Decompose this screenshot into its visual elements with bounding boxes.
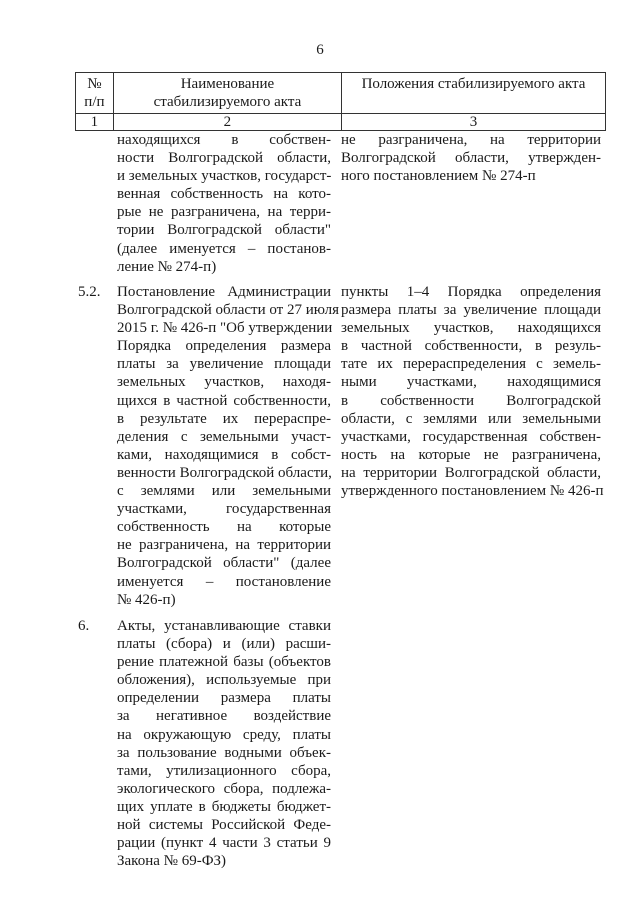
header-col-act-name-line: Наименование	[180, 76, 275, 92]
text-line: № 426-п)	[117, 591, 176, 608]
text-line: на территории Волгоградской области,	[341, 464, 601, 481]
text-line: в собственности Волгоградской	[341, 392, 601, 409]
text-line: щихся в частной собственности,	[117, 392, 331, 409]
text-line: Волгоградской области, утвержден-	[341, 150, 601, 167]
text-line: Порядка определения размера	[117, 338, 331, 355]
text-line: утвержденного постановлением № 426-п	[341, 483, 604, 500]
text-line: ность на которые не разграничена,	[341, 446, 601, 463]
row-number: 6.	[78, 618, 90, 634]
text-line: не разграничена, на территории	[117, 537, 331, 554]
text-line: Закона № 69-ФЗ)	[117, 853, 227, 870]
text-line: в частной собственности, в резуль-	[341, 338, 601, 355]
header-number-3: 3	[342, 114, 606, 131]
text-line: тами, утилизационного сбора,	[117, 762, 331, 779]
page-number: 6	[316, 42, 324, 58]
header-col-number-line: п/п	[84, 94, 105, 110]
text-line: венности Волгоградской области,	[117, 464, 332, 481]
text-line: рение платежной базы (объектов	[117, 654, 331, 671]
header-col-provisions	[342, 73, 606, 114]
row-act-name	[117, 283, 339, 609]
text-line: с землями или земельными	[117, 483, 331, 500]
text-line: в результате их перераспре-	[117, 410, 331, 427]
text-line: находящихся в собствен-	[117, 132, 331, 148]
text-line: ной системы Российской Феде-	[117, 817, 331, 834]
text-line: определении размера платы	[117, 690, 331, 707]
text-line: тории Волгоградской области"	[117, 222, 331, 239]
text-line: платы (сбора) и (или) расши-	[117, 636, 331, 653]
text-line: ление № 274-п)	[117, 258, 217, 275]
text-line: земельных участков, находящихся	[341, 320, 601, 337]
text-line: за негативное воздействие	[117, 708, 331, 725]
header-number-1: 1	[76, 114, 114, 131]
table-header	[75, 72, 606, 131]
text-line: размера платы за увеличение площади	[341, 302, 601, 319]
header-col-number-line: №	[87, 76, 102, 92]
row-provisions	[341, 131, 601, 185]
text-line: рые не разграничена, на терри-	[117, 204, 331, 221]
text-line: рации (пункт 4 части 3 статьи 9	[117, 835, 331, 852]
text-line: венная собственность на кото-	[117, 186, 331, 203]
text-line: и земельных участков, государст-	[117, 168, 332, 185]
text-line: ности Волгоградской области,	[117, 150, 331, 167]
text-line: ными участками, находящимися	[341, 374, 601, 391]
text-line: именуется – постановление	[117, 573, 331, 590]
text-line: области, с землями или земельными	[341, 410, 601, 427]
text-line: экологического сбора, подлежа-	[117, 780, 331, 797]
text-line: Волгоградской области" (далее	[117, 555, 331, 572]
header-col-act-name-line: стабилизируемого акта	[153, 94, 302, 110]
text-line: обложения), используемые при	[117, 672, 331, 689]
header-number-2: 2	[113, 114, 341, 131]
text-line: (далее именуется – постанов-	[117, 240, 331, 257]
text-line: платы за увеличение площади	[117, 356, 331, 373]
text-line: ного постановлением № 274-п	[341, 168, 536, 185]
row-act-name	[117, 131, 331, 276]
text-line: участками, государственная	[117, 501, 331, 518]
text-line: Волгоградской области от 27 июля	[117, 302, 339, 319]
text-line: не разграничена, на территории	[341, 132, 601, 148]
text-line: 2015 г. № 426-п "Об утверждении	[117, 320, 333, 337]
text-line: участками, государственная собствен-	[341, 428, 601, 445]
header-col-provisions-line: Положения стабилизируемого акта	[361, 76, 586, 92]
text-line: пункты 1–4 Порядка определения	[341, 284, 601, 300]
text-line: Акты, устанавливающие ставки	[117, 618, 331, 634]
row-provisions	[341, 283, 604, 500]
text-line: деления с земельными участ-	[117, 428, 331, 445]
row-act-name	[117, 617, 331, 870]
text-line: тате их перераспределения с земель-	[341, 356, 601, 373]
text-line: за пользование водными объек-	[117, 744, 331, 761]
header-col-number	[76, 73, 114, 114]
text-line: собственность на которые	[117, 519, 331, 536]
text-line: земельных участков, находя-	[117, 374, 331, 391]
row-number: 5.2.	[78, 284, 101, 300]
text-line: на окружающую среду, платы	[117, 726, 331, 743]
header-col-act-name	[113, 73, 341, 114]
text-line: Постановление Администрации	[117, 284, 331, 300]
text-line: ками, находящимися в собст-	[117, 446, 331, 463]
text-line: щих уплате в бюджеты бюджет-	[117, 798, 331, 815]
